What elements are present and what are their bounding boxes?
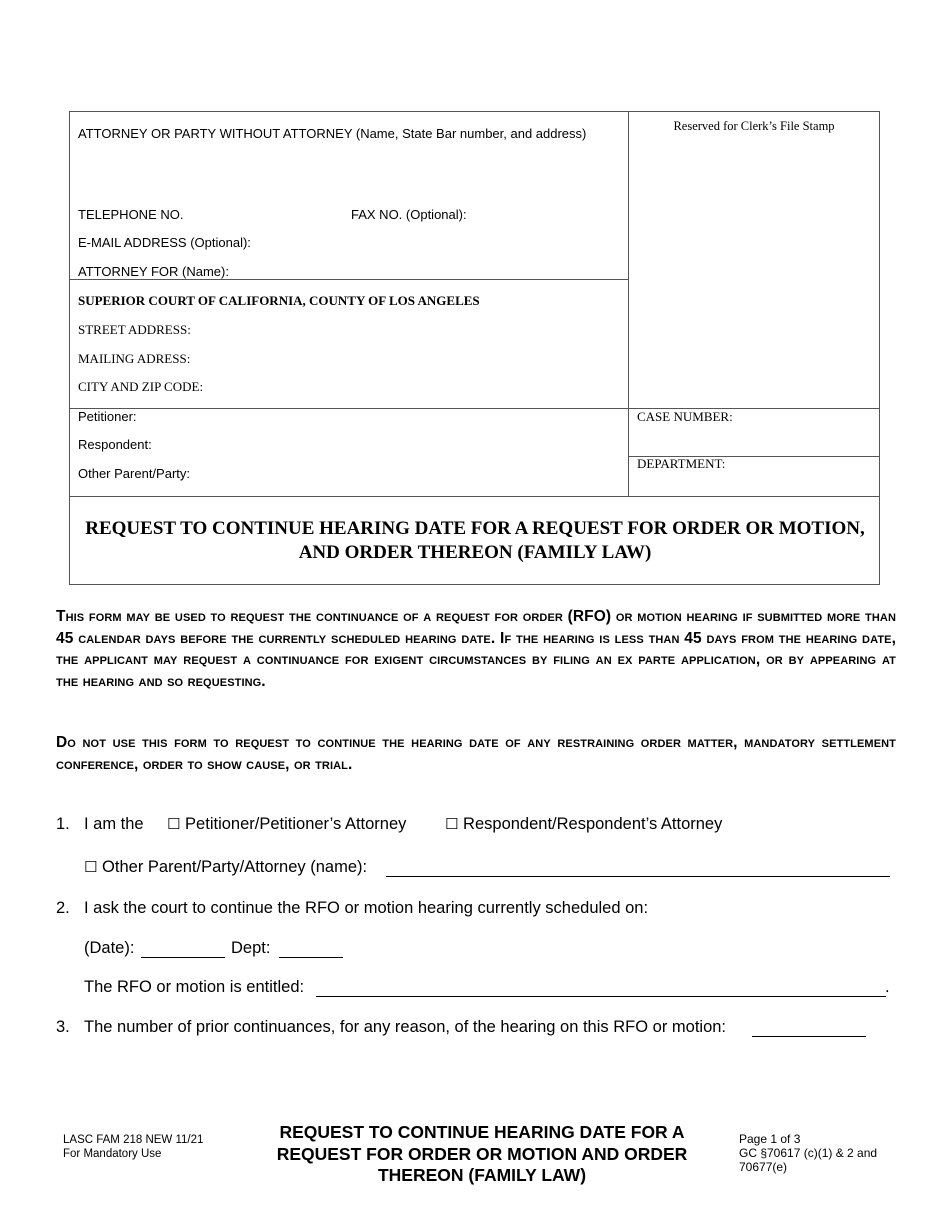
notice-paragraph-1: This form may be used to request the continuance of a request for order (RFO) or motion hearing if submitted more than 45 calendar days before the currently scheduled hearing date. If the hearing is less than 45 days from the hearing date, the applicant may request a continuance for exigent circumstances by filing an ex parte application, or by appearing at the hearing and so requesting. bbox=[56, 608, 897, 690]
footer-page-number: Page 1 of 3 bbox=[739, 1132, 801, 1146]
caption-box bbox=[69, 111, 880, 585]
respondent-option[interactable] bbox=[445, 815, 722, 834]
footer-mandatory-use: For Mandatory Use bbox=[63, 1148, 162, 1160]
form-title-line-2: AND ORDER THEREON (FAMILY LAW) bbox=[298, 542, 652, 563]
petitioner-option[interactable] bbox=[167, 815, 406, 834]
entitled-label: The RFO or motion is entitled: bbox=[84, 978, 305, 996]
respondent-checkbox[interactable]: ☐ bbox=[445, 815, 459, 833]
attorney-label: ATTORNEY OR PARTY WITHOUT ATTORNEY (Name, State Bar number, and address) bbox=[78, 126, 587, 141]
respondent-option-label: Respondent/Respondent’s Attorney bbox=[463, 815, 723, 833]
petitioner-label: Petitioner: bbox=[78, 409, 137, 424]
other-party-name-field[interactable] bbox=[386, 862, 890, 877]
email-label: E-MAIL ADDRESS (Optional): bbox=[78, 235, 251, 250]
other-party-option-label: Other Parent/Party/Attorney (name): bbox=[102, 858, 368, 876]
caption-divider-vertical bbox=[628, 111, 629, 496]
dept-field[interactable] bbox=[279, 943, 343, 958]
entitled-field[interactable] bbox=[316, 982, 886, 997]
other-party-checkbox[interactable]: ☐ bbox=[84, 858, 98, 876]
caption-divider-parties bbox=[69, 496, 880, 497]
item-3-text: The number of prior continuances, for any reason, of the hearing on this RFO or motion: bbox=[84, 1018, 727, 1036]
department-label: DEPARTMENT: bbox=[637, 456, 726, 471]
mailing-address-label: MAILING ADRESS: bbox=[78, 351, 191, 366]
item-1-text: I am the bbox=[84, 815, 144, 833]
footer-form-info bbox=[63, 1133, 203, 1161]
item-2-text: I ask the court to continue the RFO or motion hearing currently scheduled on: bbox=[84, 899, 649, 917]
petitioner-checkbox[interactable]: ☐ bbox=[167, 815, 181, 833]
item-3-number: 3. bbox=[56, 1018, 70, 1036]
dept-label: Dept: bbox=[231, 939, 271, 957]
prior-continuances-field[interactable] bbox=[752, 1022, 866, 1037]
footer-title-line-3: THEREON (FAMILY LAW) bbox=[377, 1165, 587, 1185]
form-title-line-1: REQUEST TO CONTINUE HEARING DATE FOR A REQUEST FOR ORDER OR MOTION, bbox=[85, 518, 865, 539]
footer-code-line-1: GC §70617 (c)(1) & 2 and bbox=[739, 1146, 878, 1160]
form-title bbox=[70, 517, 880, 565]
fax-label: FAX NO. (Optional): bbox=[351, 207, 467, 222]
petitioner-option-label: Petitioner/Petitioner’s Attorney bbox=[185, 815, 407, 833]
footer-title-line-2: REQUEST FOR ORDER OR MOTION AND ORDER bbox=[276, 1143, 688, 1164]
footer-title-line-1: REQUEST TO CONTINUE HEARING DATE FOR A bbox=[279, 1122, 685, 1142]
entitled-period: . bbox=[885, 978, 890, 996]
clerk-stamp-label: Reserved for Clerk’s File Stamp bbox=[673, 119, 835, 133]
case-number-label: CASE NUMBER: bbox=[637, 409, 733, 424]
item-2-number: 2. bbox=[56, 899, 70, 917]
city-zip-label: CITY AND ZIP CODE: bbox=[78, 379, 204, 394]
footer-page-info bbox=[739, 1132, 877, 1174]
other-party-label: Other Parent/Party: bbox=[78, 466, 190, 481]
attorney-for-label: ATTORNEY FOR (Name): bbox=[78, 264, 229, 279]
date-field[interactable] bbox=[141, 943, 225, 958]
footer-title bbox=[250, 1122, 714, 1187]
footer-code-line-2: 70677(e) bbox=[739, 1160, 788, 1174]
notice-paragraph-2: Do not use this form to request to continue the hearing date of any restraining order matter, mandatory settlement conference, order to show cause, or trial. bbox=[56, 734, 896, 773]
item-1-number: 1. bbox=[56, 815, 70, 833]
caption-divider-attorney bbox=[69, 279, 628, 280]
respondent-label: Respondent: bbox=[78, 437, 152, 452]
caption-divider-court bbox=[69, 408, 880, 409]
telephone-label: TELEPHONE NO. bbox=[78, 207, 184, 222]
street-address-label: STREET ADDRESS: bbox=[78, 322, 191, 337]
court-name: SUPERIOR COURT OF CALIFORNIA, COUNTY OF LOS ANGELES bbox=[78, 293, 480, 308]
footer-form-id: LASC FAM 218 NEW 11/21 bbox=[63, 1134, 204, 1146]
other-party-option[interactable] bbox=[84, 858, 367, 877]
date-label: (Date): bbox=[84, 939, 135, 957]
